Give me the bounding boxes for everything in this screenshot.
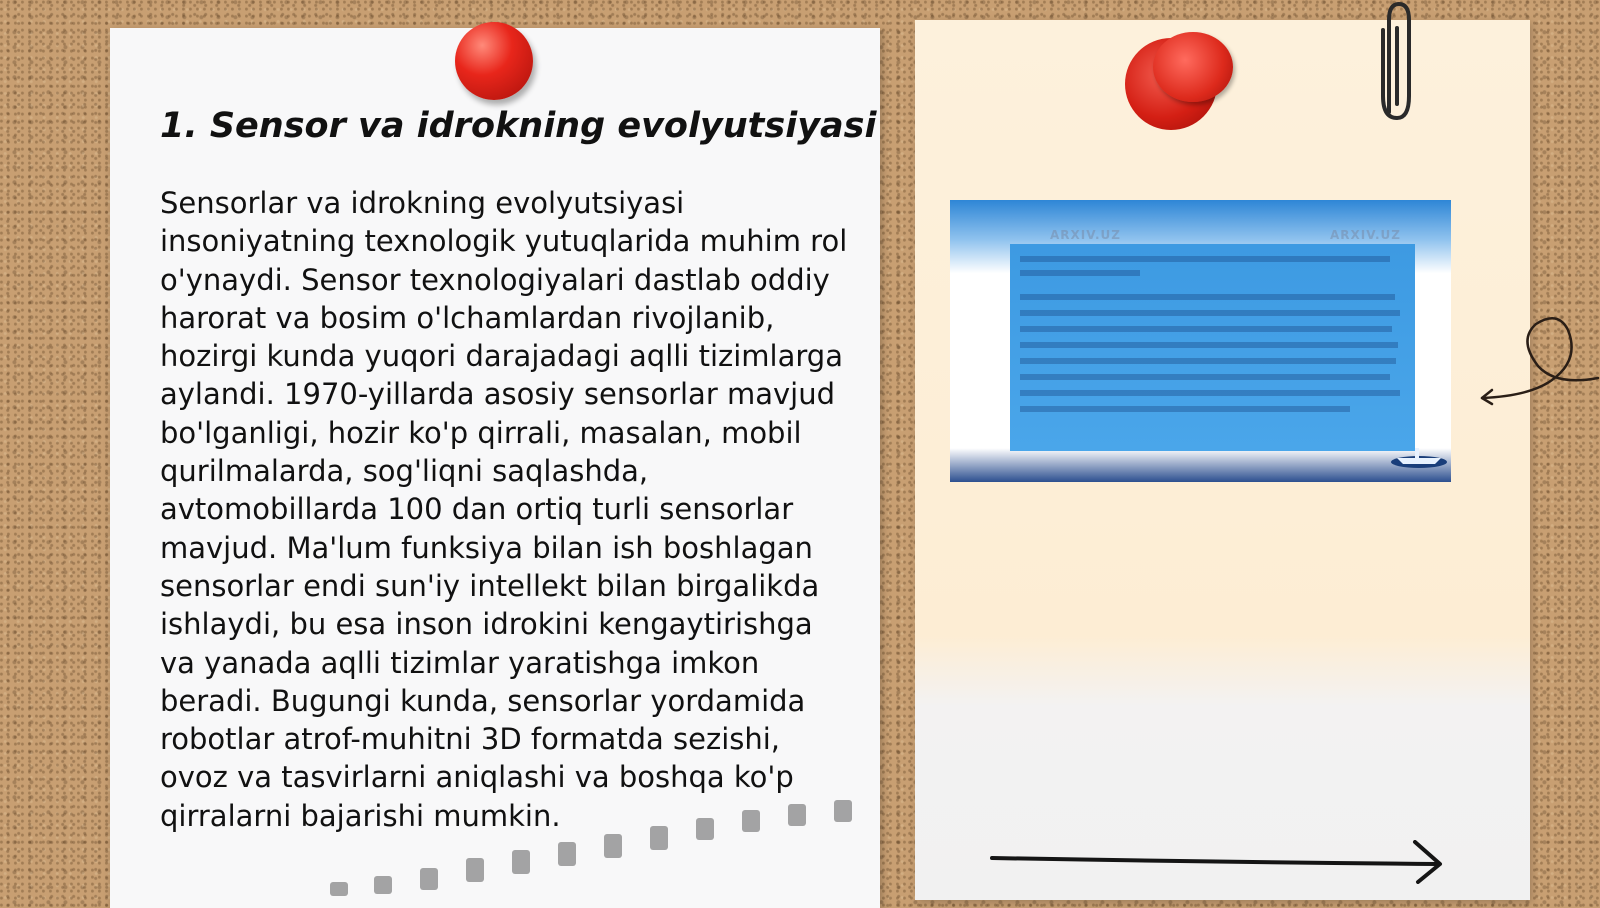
red-pushpin-icon: [1153, 32, 1233, 102]
squiggle-arrow-icon: [1480, 300, 1600, 410]
note-card-left: [110, 28, 880, 908]
red-pushpin-icon: [455, 22, 533, 100]
right-arrow-icon: [990, 840, 1450, 884]
watermark-text: ARXIV.UZ: [1330, 228, 1401, 242]
document-thumbnail: [950, 200, 1451, 482]
note-body: Sensorlar va idrokning evolyutsiyasi insoniyatning texnologik yutuqlarida muhim rol o'ynaydi. Sensor texnologiyalari dastlab oddiy harorat va bosim o'lchamlardan rivojlanib, hozirgi kunda yuqori darajadagi aqlli tizimlarga aylandi. 1970-yillarda asosiy sensorlar mavjud bo'lganligi, hozir ko'p qirrali, masalan, mobil qurilmalarda, sog'liqni saqlashda, avtomobillarda 100 dan ortiq turli sensorlar mavjud. Ma'lum funksiya bilan ish boshlagan sensorlar endi sun'iy intellekt bilan birgalikda ishlaydi, bu esa inson idrokini kengaytirishga va yanada aqlli tizimlar yaratishga imkon beradi. Bugungi kunda, sensorlar yordamida robotlar atrof-muhitni 3D formatda sezishi, ovoz va tasvirlarni aniqlashi va boshqa ko'p qirralarni bajarishi mumkin.: [160, 186, 848, 833]
blurred-text-panel: [1010, 244, 1415, 451]
blurred-text-lines: [1020, 254, 1405, 434]
torn-paper-edge: [330, 800, 870, 900]
note-title: 1. Sensor va idrokning evolyutsiyasi: [160, 106, 877, 146]
watermark-text: ARXIV.UZ: [1050, 228, 1121, 242]
paperclip-icon: [1375, 0, 1419, 125]
ship-icon: [1389, 444, 1447, 470]
